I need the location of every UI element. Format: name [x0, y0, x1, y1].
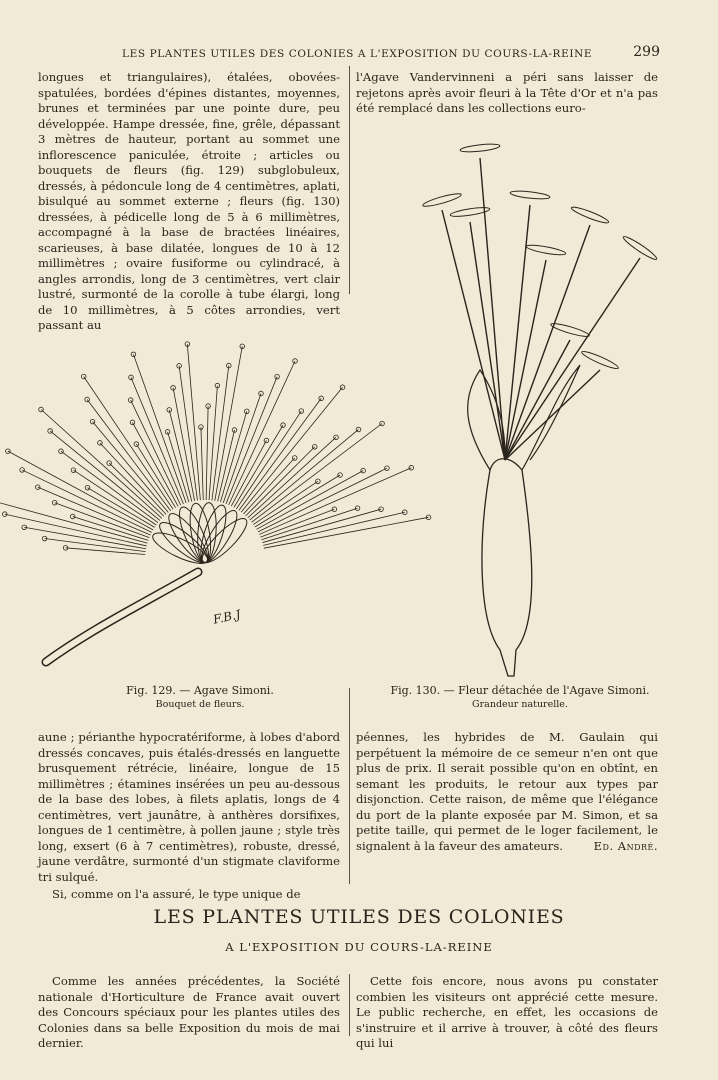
fig129-signature-mark: F.B.J — [211, 607, 242, 627]
paragraph: aune ; périanthe hypocratériforme, à lobes d'abord dressés concaves, puis étalés-dressés en languette brusquement rétrécie, linéaire, longue de 15 millimètres ; étamines insérées un peu au-dessous de la base des lobes, à filets aplatis, longs de 4 centimètres, vert jaunâtre, à anthères dorsifixes, longues de 1 centimètre, à pollen jaune ; style très long, exsert (6 à 7 centimètres), robuste, dressé, jaune verdâtre, surmonté d'un stigmate claviforme tri sulqué. — [38, 730, 340, 884]
right-column-middle — [356, 730, 658, 855]
header-title: LES PLANTES UTILES DES COLONIES A L'EXPOSITION DU COURS-LA-REINE — [122, 48, 593, 60]
figure-130-sublabel: Grandeur naturelle. — [472, 699, 568, 710]
figure-130-caption — [360, 684, 680, 712]
paragraph: Cette fois encore, nous avons pu constater combien les visiteurs ont apprécié cette mesure. Le public recherche, en effet, les occasions de s'instruire et il arrive à trouver, à côté des fleurs qui lui — [356, 974, 658, 1050]
figure-130-label: Fig. 130. — Fleur détachée de l'Agave Simoni. — [390, 684, 650, 697]
paragraph: l'Agave Vandervinneni a péri sans laisser de rejetons après avoir fleuri à la Tête d'Or et n'a pas été remplacé dans les collections euro- — [356, 70, 658, 115]
author-signature: Ed. André. — [593, 839, 658, 853]
right-column-bottom — [356, 974, 658, 1052]
paragraph: péennes, les hybrides de M. Gaulain qui perpétuent la mémoire de ce semeur n'en ont que plus de prix. Il serait possible qu'on en obtînt, en semant les produits, le retour aux types par disjonction. Cette raison, de même que l'élégance du port de la plante exposée par M. Simon, et sa petite taille, qui permet de le loger facilement, le signalent à la faveur des amateurs. — [356, 730, 658, 853]
figure-129-sublabel: Bouquet de fleurs. — [155, 699, 245, 710]
section-title: LES PLANTES UTILES DES COLONIES — [153, 906, 565, 928]
section-subtitle: A L'EXPOSITION DU COURS-LA-REINE — [225, 940, 493, 954]
figure-129-label: Fig. 129. — Agave Simoni. — [126, 684, 274, 697]
left-column-middle — [38, 730, 340, 903]
paragraph: Comme les années précédentes, la Société nationale d'Horticulture de France avait ouvert des Concours spéciaux pour les plantes utiles des Colonies dans sa belle Exposition du mois de mai dernier. — [38, 974, 340, 1050]
paragraph: longues et triangulaires), étalées, obovées-spatulées, bordées d'épines distantes, moyennes, brunes et terminées par une pointe dure, peu développée. Hampe dressée, fine, grêle, dépassant 3 mètres de hauteur, portant au sommet une inflorescence paniculée, étroite ; articles ou bouquets de fleurs (fig. 129) subglobuleux, dressés, à pédoncule long de 4 centimètres, aplati, bisulqué au sommet externe ; fleurs (fig. 130) dressées, à pédicelle long de 5 à 6 millimètres, accompagné à la base de bractées linéaires, scarieuses, à base dilatée, longues de 10 à 12 millimètres ; ovaire fusiforme ou cylindracé, à angles arrondis, long de 3 centimètres, vert clair lustré, surmonté de la corolle à tube élargi, long de 10 millimètres, à 5 côtes arrondies, vert passant au — [38, 70, 340, 332]
paragraph: Si, comme on l'a assuré, le type unique de — [52, 887, 301, 901]
page-number: 299 — [633, 44, 660, 60]
left-column-bottom — [38, 974, 340, 1052]
figure-129-caption — [60, 684, 340, 712]
